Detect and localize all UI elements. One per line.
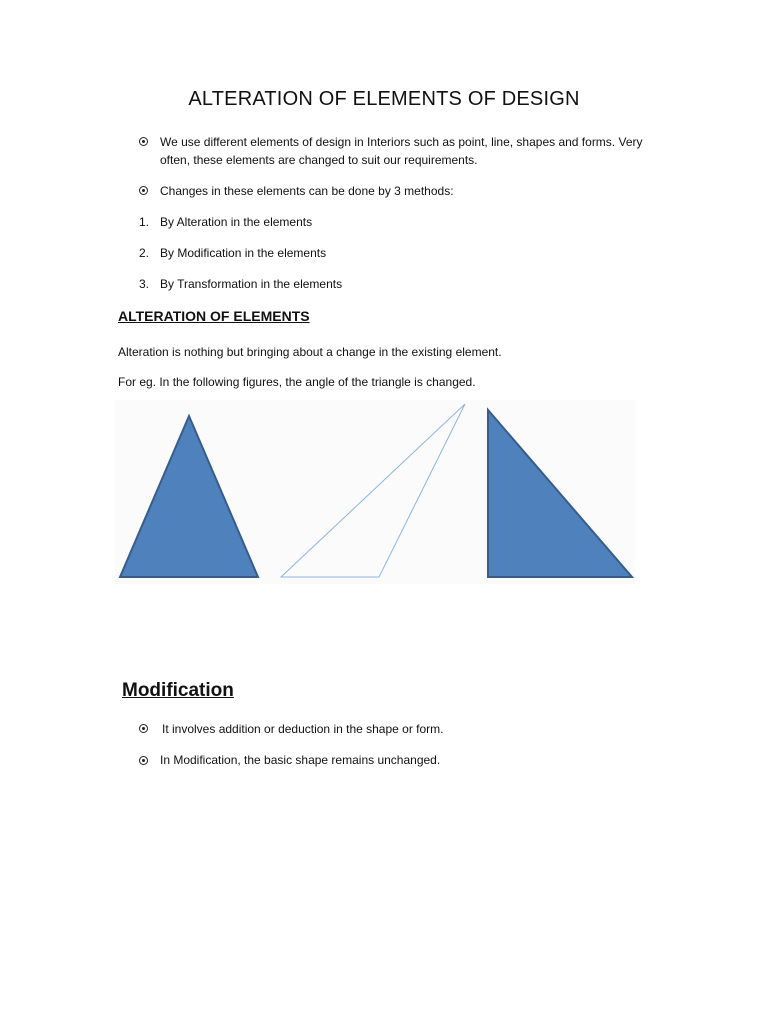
method-3-text: By Transformation in the elements — [160, 277, 343, 291]
intro-bullet-1-line-1: We use different elements of design in Interiors such as point, line, shapes and forms. Very — [160, 135, 643, 149]
modification-bullet-2: In Modification, the basic shape remains unchanged. — [160, 753, 441, 767]
method-1-text: By Alteration in the elements — [160, 215, 313, 229]
intro-bullet-1-line-2: often, these elements are changed to suit our requirements. — [160, 153, 478, 167]
alteration-paragraph-1: Alteration is nothing but bringing about a change in the existing element. — [118, 345, 502, 359]
page-title: ALTERATION OF ELEMENTS OF DESIGN — [188, 88, 580, 110]
bullet-icon — [139, 137, 148, 146]
intro-bullet-2: Changes in these elements can be done by 3 methods: — [160, 184, 454, 198]
bullet-icon — [139, 186, 148, 195]
alteration-heading: ALTERATION OF ELEMENTS — [118, 308, 310, 324]
modification-heading: Modification — [122, 680, 234, 701]
bullet-icon — [139, 756, 148, 765]
modification-bullet-1: It involves addition or deduction in the shape or form. — [162, 722, 444, 736]
method-2-number: 2. — [139, 246, 150, 260]
triangle-angle-figure — [115, 400, 635, 584]
method-1-number: 1. — [139, 215, 150, 229]
method-2-text: By Modification in the elements — [160, 246, 327, 260]
method-3-number: 3. — [139, 277, 150, 291]
bullet-icon — [139, 724, 148, 733]
alteration-paragraph-2: For eg. In the following figures, the angle of the triangle is changed. — [118, 375, 476, 389]
